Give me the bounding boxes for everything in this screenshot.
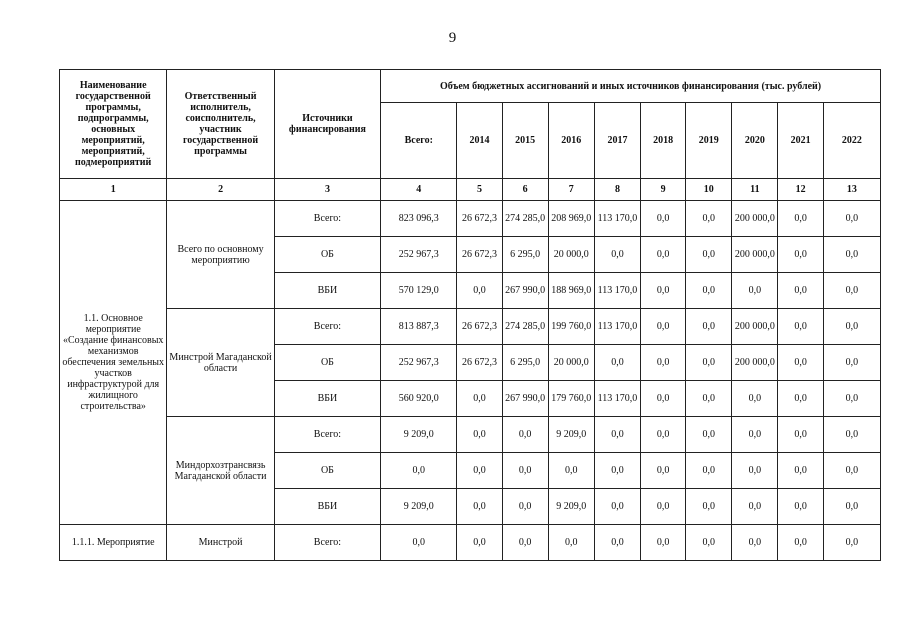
year-value-cell: 0,0 [686, 273, 732, 309]
executor-cell: Всего по основному мероприятию [167, 201, 274, 309]
executor-cell: Минстрой [167, 525, 274, 561]
column-number: 2 [167, 179, 274, 201]
column-number: 13 [823, 179, 880, 201]
year-value-cell: 0,0 [686, 237, 732, 273]
year-value-cell: 0,0 [778, 417, 823, 453]
year-value-cell: 0,0 [686, 453, 732, 489]
year-value-cell: 0,0 [641, 273, 686, 309]
year-value-cell: 0,0 [823, 381, 880, 417]
source-cell: ВБИ [274, 381, 380, 417]
year-value-cell: 0,0 [457, 417, 502, 453]
header-row-1 [60, 70, 881, 103]
header-volume: Объем бюджетных ассигнований и иных источников финансирования (тыс. рублей) [381, 70, 881, 103]
year-value-cell: 0,0 [502, 525, 548, 561]
source-cell: ОБ [274, 345, 380, 381]
year-value-cell: 0,0 [778, 381, 823, 417]
year-value-cell: 0,0 [823, 489, 880, 525]
year-value-cell: 0,0 [502, 417, 548, 453]
year-value-cell: 0,0 [732, 453, 778, 489]
year-value-cell: 0,0 [686, 381, 732, 417]
year-value-cell: 0,0 [732, 417, 778, 453]
column-number: 5 [457, 179, 502, 201]
year-value-cell: 188 969,0 [548, 273, 594, 309]
year-value-cell: 0,0 [641, 201, 686, 237]
year-value-cell: 6 295,0 [502, 237, 548, 273]
header-year: 2022 [823, 103, 880, 179]
year-value-cell: 0,0 [778, 201, 823, 237]
table-row [60, 309, 881, 345]
year-value-cell: 0,0 [686, 201, 732, 237]
year-value-cell: 0,0 [594, 417, 640, 453]
executor-cell: Миндорхозтрансвязь Магаданской области [167, 417, 274, 525]
year-value-cell: 0,0 [594, 525, 640, 561]
measure-name-cell: 1.1. Основное мероприятие «Создание финансовых механизмов обеспечения земельных участков инфраструктурой для жилищного строительства» [60, 201, 167, 525]
header-year: 2014 [457, 103, 502, 179]
column-number: 3 [274, 179, 380, 201]
year-value-cell: 26 672,3 [457, 345, 502, 381]
year-value-cell: 26 672,3 [457, 237, 502, 273]
year-value-cell: 0,0 [732, 273, 778, 309]
total-cell: 813 887,3 [381, 309, 457, 345]
table-body [60, 70, 881, 561]
column-number: 1 [60, 179, 167, 201]
year-value-cell: 113 170,0 [594, 201, 640, 237]
year-value-cell: 26 672,3 [457, 309, 502, 345]
total-cell: 9 209,0 [381, 489, 457, 525]
year-value-cell: 0,0 [502, 453, 548, 489]
year-value-cell: 0,0 [686, 345, 732, 381]
year-value-cell: 274 285,0 [502, 309, 548, 345]
year-value-cell: 0,0 [686, 489, 732, 525]
year-value-cell: 113 170,0 [594, 309, 640, 345]
year-value-cell: 0,0 [778, 309, 823, 345]
total-cell: 570 129,0 [381, 273, 457, 309]
year-value-cell: 0,0 [641, 453, 686, 489]
executor-cell: Минстрой Магаданской области [167, 309, 274, 417]
year-value-cell: 0,0 [641, 525, 686, 561]
year-value-cell: 267 990,0 [502, 273, 548, 309]
measure-name-cell: 1.1.1. Мероприятие [60, 525, 167, 561]
year-value-cell: 0,0 [641, 237, 686, 273]
year-value-cell: 0,0 [641, 381, 686, 417]
total-cell: 560 920,0 [381, 381, 457, 417]
source-cell: ОБ [274, 453, 380, 489]
year-value-cell: 0,0 [457, 273, 502, 309]
year-value-cell: 0,0 [548, 453, 594, 489]
page-number: 9 [448, 30, 457, 46]
year-value-cell: 20 000,0 [548, 237, 594, 273]
year-value-cell: 0,0 [594, 489, 640, 525]
year-value-cell: 267 990,0 [502, 381, 548, 417]
year-value-cell: 26 672,3 [457, 201, 502, 237]
year-value-cell: 0,0 [823, 201, 880, 237]
year-value-cell: 0,0 [778, 237, 823, 273]
source-cell: ВБИ [274, 273, 380, 309]
year-value-cell: 0,0 [502, 489, 548, 525]
year-value-cell: 274 285,0 [502, 201, 548, 237]
year-value-cell: 113 170,0 [594, 381, 640, 417]
total-cell: 823 096,3 [381, 201, 457, 237]
table-row [60, 417, 881, 453]
table-row [60, 525, 881, 561]
year-value-cell: 0,0 [823, 345, 880, 381]
year-value-cell: 0,0 [778, 273, 823, 309]
total-cell: 0,0 [381, 525, 457, 561]
year-value-cell: 179 760,0 [548, 381, 594, 417]
year-value-cell: 0,0 [778, 345, 823, 381]
column-number: 9 [641, 179, 686, 201]
year-value-cell: 0,0 [823, 453, 880, 489]
year-value-cell: 0,0 [686, 309, 732, 345]
header-year: 2015 [502, 103, 548, 179]
year-value-cell: 200 000,0 [732, 201, 778, 237]
year-value-cell: 20 000,0 [548, 345, 594, 381]
year-value-cell: 0,0 [823, 237, 880, 273]
year-value-cell: 0,0 [732, 489, 778, 525]
year-value-cell: 0,0 [823, 273, 880, 309]
year-value-cell: 200 000,0 [732, 309, 778, 345]
year-value-cell: 0,0 [732, 525, 778, 561]
source-cell: Всего: [274, 525, 380, 561]
year-value-cell: 0,0 [732, 381, 778, 417]
year-value-cell: 0,0 [778, 453, 823, 489]
year-value-cell: 0,0 [823, 309, 880, 345]
header-year: 2020 [732, 103, 778, 179]
year-value-cell: 200 000,0 [732, 237, 778, 273]
column-number: 11 [732, 179, 778, 201]
total-cell: 252 967,3 [381, 345, 457, 381]
header-name: Наименование государственной программы, подпрограммы, основных мероприятий, мероприятий, подмероприятий [60, 70, 167, 179]
year-value-cell: 9 209,0 [548, 489, 594, 525]
year-value-cell: 199 760,0 [548, 309, 594, 345]
year-value-cell: 0,0 [457, 525, 502, 561]
year-value-cell: 0,0 [686, 525, 732, 561]
year-value-cell: 0,0 [778, 489, 823, 525]
source-cell: Всего: [274, 201, 380, 237]
column-number: 4 [381, 179, 457, 201]
column-number: 8 [594, 179, 640, 201]
year-value-cell: 0,0 [594, 237, 640, 273]
header-year: 2021 [778, 103, 823, 179]
header-year: 2017 [594, 103, 640, 179]
column-number: 10 [686, 179, 732, 201]
year-value-cell: 113 170,0 [594, 273, 640, 309]
total-cell: 0,0 [381, 453, 457, 489]
year-value-cell: 0,0 [457, 489, 502, 525]
year-value-cell: 0,0 [548, 525, 594, 561]
financing-table [59, 69, 881, 561]
source-cell: ВБИ [274, 489, 380, 525]
year-value-cell: 0,0 [641, 417, 686, 453]
column-number-row [60, 179, 881, 201]
year-value-cell: 200 000,0 [732, 345, 778, 381]
year-value-cell: 0,0 [823, 525, 880, 561]
header-sources: Источники финансирования [274, 70, 380, 179]
year-value-cell: 0,0 [823, 417, 880, 453]
total-cell: 9 209,0 [381, 417, 457, 453]
column-number: 7 [548, 179, 594, 201]
year-value-cell: 0,0 [594, 453, 640, 489]
year-value-cell: 0,0 [778, 525, 823, 561]
header-total: Всего: [381, 103, 457, 179]
year-value-cell: 0,0 [457, 453, 502, 489]
header-executor: Ответственный исполнитель, соисполнитель, участник государственной программы [167, 70, 274, 179]
year-value-cell: 0,0 [641, 309, 686, 345]
column-number: 12 [778, 179, 823, 201]
header-year: 2016 [548, 103, 594, 179]
year-value-cell: 0,0 [641, 345, 686, 381]
source-cell: ОБ [274, 237, 380, 273]
year-value-cell: 6 295,0 [502, 345, 548, 381]
year-value-cell: 208 969,0 [548, 201, 594, 237]
year-value-cell: 0,0 [594, 345, 640, 381]
header-year: 2018 [641, 103, 686, 179]
source-cell: Всего: [274, 309, 380, 345]
header-year: 2019 [686, 103, 732, 179]
year-value-cell: 0,0 [641, 489, 686, 525]
year-value-cell: 0,0 [457, 381, 502, 417]
column-number: 6 [502, 179, 548, 201]
total-cell: 252 967,3 [381, 237, 457, 273]
source-cell: Всего: [274, 417, 380, 453]
year-value-cell: 9 209,0 [548, 417, 594, 453]
table-row [60, 201, 881, 237]
year-value-cell: 0,0 [686, 417, 732, 453]
